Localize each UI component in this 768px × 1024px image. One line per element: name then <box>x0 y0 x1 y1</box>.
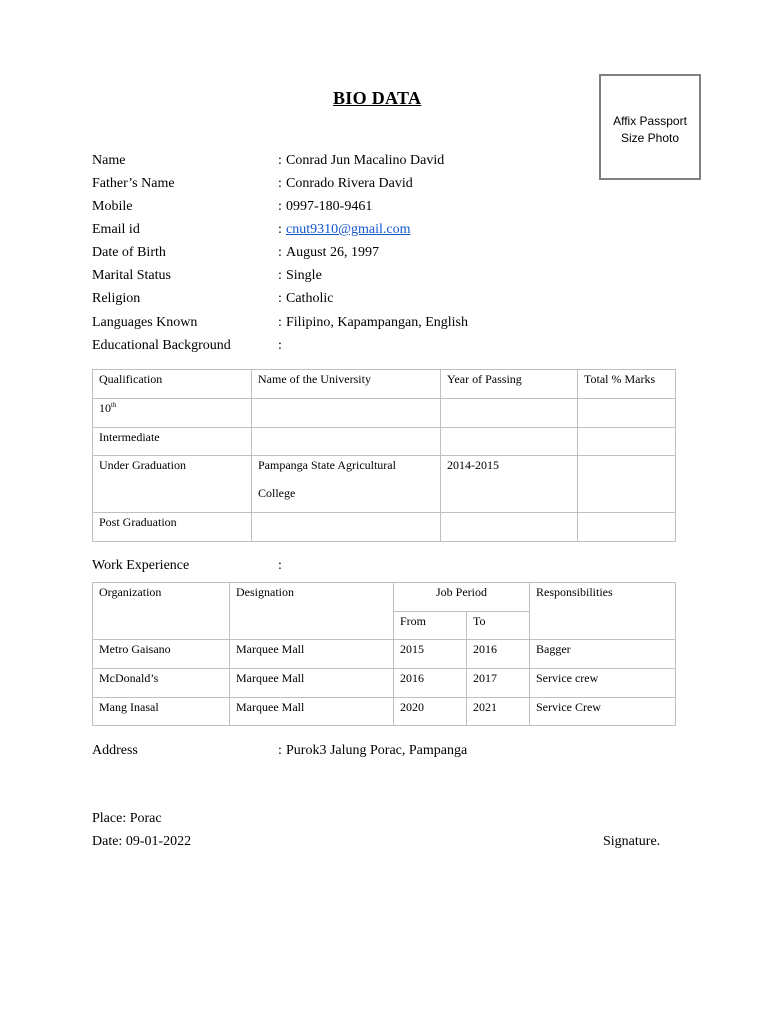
qualification-cell: Intermediate <box>93 428 252 456</box>
info-row-fathers-name <box>92 176 652 196</box>
info-row-email <box>92 222 652 242</box>
designation-cell: Marquee Mall <box>230 698 394 726</box>
marks-cell <box>578 456 676 513</box>
university-line-1: Pampanga State Agricultural <box>258 458 396 472</box>
marks-cell <box>578 428 676 456</box>
table-row <box>93 456 676 513</box>
info-label: Educational Background <box>92 338 231 353</box>
column-subheader: To <box>467 612 530 640</box>
qualification-cell: Under Graduation <box>93 456 252 513</box>
table-row <box>93 428 676 456</box>
ordinal-suffix: th <box>111 401 117 409</box>
info-value: Catholic <box>286 291 334 306</box>
university-cell <box>252 428 441 456</box>
work-experience-table <box>92 582 676 726</box>
marks-cell <box>578 399 676 428</box>
photo-box-line-2: Size Photo <box>620 131 680 145</box>
info-colon: : <box>278 315 282 330</box>
column-header: Qualification <box>93 370 252 399</box>
from-cell: 2016 <box>394 669 467 698</box>
to-cell: 2017 <box>467 669 530 698</box>
year-cell <box>441 513 578 542</box>
info-label: Mobile <box>92 199 133 214</box>
organization-cell: Mang Inasal <box>93 698 230 726</box>
column-header: Organization <box>93 583 230 640</box>
info-colon: : <box>278 222 282 237</box>
info-colon: : <box>278 245 282 260</box>
qualification-cell <box>93 399 252 428</box>
info-row-mobile <box>92 199 652 219</box>
date-text: Date: 09-01-2022 <box>92 834 192 849</box>
info-value: August 26, 1997 <box>286 245 379 260</box>
to-cell: 2016 <box>467 640 530 669</box>
university-line-2: College <box>258 486 296 500</box>
year-cell <box>441 428 578 456</box>
info-colon: : <box>278 199 282 214</box>
info-colon: : <box>278 291 282 306</box>
table-row <box>93 669 676 698</box>
address-label: Address <box>92 743 138 758</box>
organization-cell: McDonald’s <box>93 669 230 698</box>
info-colon: : <box>278 338 282 353</box>
info-row-name <box>92 153 652 173</box>
info-row-religion <box>92 291 652 311</box>
info-label: Languages Known <box>92 315 198 330</box>
to-cell: 2021 <box>467 698 530 726</box>
info-value: Conrado Rivera David <box>286 176 413 191</box>
info-label: Email id <box>92 222 140 237</box>
info-row-marital-status <box>92 268 652 288</box>
info-label: Name <box>92 153 126 168</box>
info-value: Conrad Jun Macalino David <box>286 153 445 168</box>
responsibilities-cell: Bagger <box>530 640 676 669</box>
year-cell <box>441 399 578 428</box>
info-colon: : <box>278 268 282 283</box>
from-cell: 2020 <box>394 698 467 726</box>
column-header: Year of Passing <box>441 370 578 399</box>
info-colon: : <box>278 153 282 168</box>
info-label: Marital Status <box>92 268 171 283</box>
info-value: 0997-180-9461 <box>286 199 373 214</box>
qualification-cell: Post Graduation <box>93 513 252 542</box>
photo-box-line-1: Affix Passport <box>613 114 687 128</box>
info-value: Filipino, Kapampangan, English <box>286 315 468 330</box>
info-value: Single <box>286 268 322 283</box>
info-colon: : <box>278 176 282 191</box>
place-text: Place: Porac <box>92 811 162 826</box>
column-header: Responsibilities <box>530 583 676 640</box>
designation-cell: Marquee Mall <box>230 669 394 698</box>
signature-text: Signature. <box>603 834 661 849</box>
table-row <box>93 640 676 669</box>
table-row <box>93 698 676 726</box>
info-label: Religion <box>92 291 141 306</box>
qualification-text: 10 <box>99 401 111 415</box>
work-experience-label: Work Experience <box>92 558 190 573</box>
table-row <box>93 399 676 428</box>
info-row-educational-background <box>92 338 652 358</box>
university-cell <box>252 399 441 428</box>
info-label: Father’s Name <box>92 176 175 191</box>
column-header: Job Period <box>394 583 530 612</box>
column-subheader: From <box>394 612 467 640</box>
work-header-row <box>93 583 676 612</box>
designation-cell: Marquee Mall <box>230 640 394 669</box>
marks-cell <box>578 513 676 542</box>
table-row <box>93 513 676 542</box>
work-experience-heading <box>92 558 652 578</box>
organization-cell: Metro Gaisano <box>93 640 230 669</box>
column-header: Designation <box>230 583 394 640</box>
info-label: Date of Birth <box>92 245 166 260</box>
email-link[interactable]: cnut9310@gmail.com <box>286 222 411 237</box>
column-header: Total % Marks <box>578 370 676 399</box>
education-header-row <box>93 370 676 399</box>
info-colon: : <box>278 743 282 758</box>
column-header: Name of the University <box>252 370 441 399</box>
university-cell <box>252 513 441 542</box>
from-cell: 2015 <box>394 640 467 669</box>
page-title: BIO DATA <box>333 88 422 108</box>
info-colon: : <box>278 558 282 573</box>
year-cell: 2014-2015 <box>441 456 578 513</box>
responsibilities-cell: Service Crew <box>530 698 676 726</box>
university-cell <box>252 456 441 513</box>
responsibilities-cell: Service crew <box>530 669 676 698</box>
education-table <box>92 369 676 542</box>
info-row-date-of-birth <box>92 245 652 265</box>
address-row <box>92 743 652 763</box>
address-value: Purok3 Jalung Porac, Pampanga <box>286 743 468 758</box>
info-row-languages <box>92 315 652 335</box>
